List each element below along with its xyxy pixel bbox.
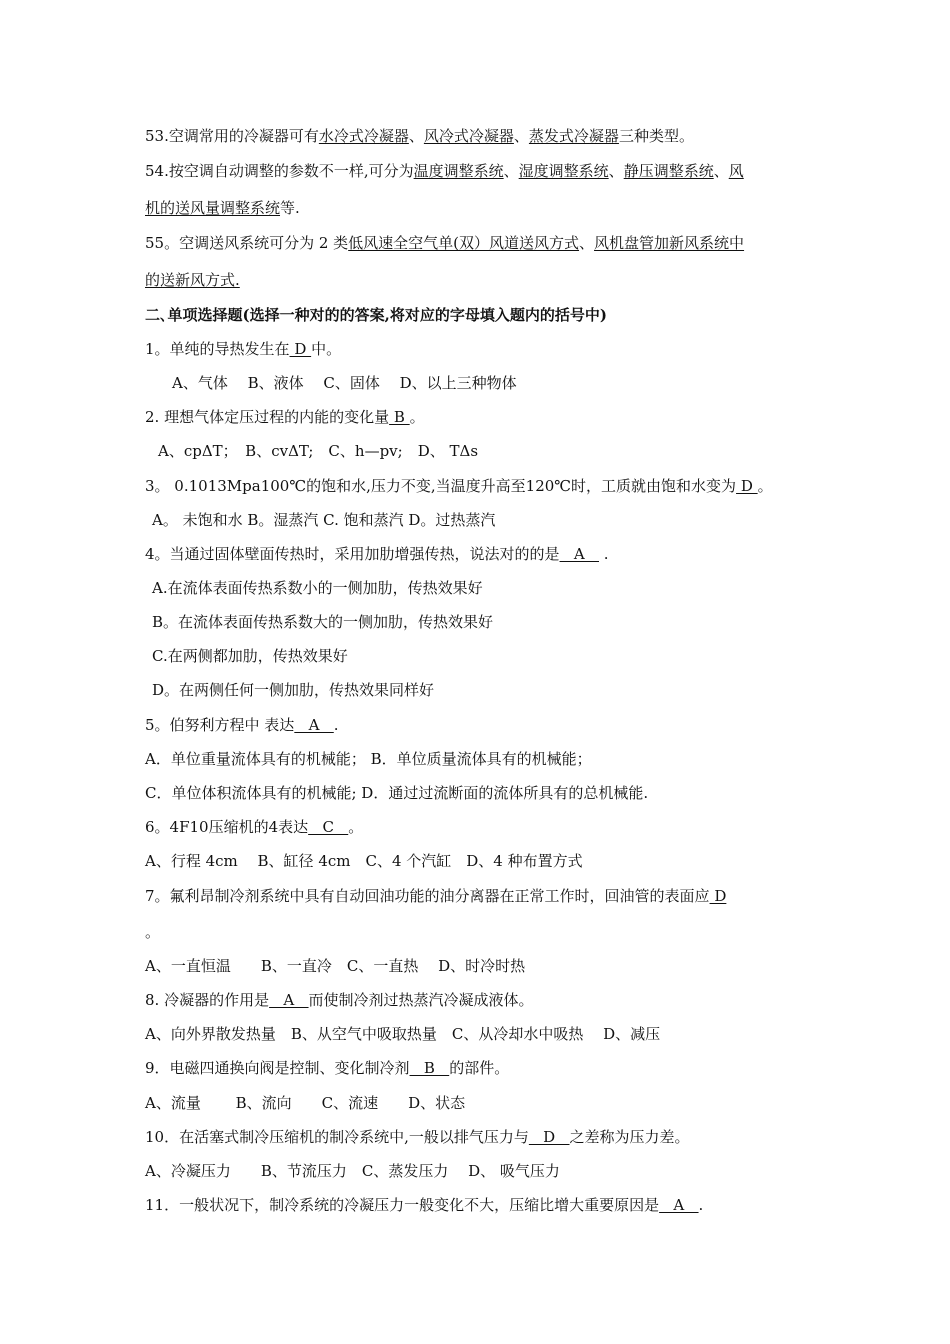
question-7 xyxy=(145,886,726,906)
q6-suffix: 。 xyxy=(348,818,364,836)
question-9 xyxy=(145,1058,509,1078)
q10-answer: D xyxy=(528,1128,570,1146)
q9-options: A、流量 B、流向 C、流速 D、状态 xyxy=(145,1094,466,1112)
q53-suffix: 三种类型。 xyxy=(618,127,694,145)
q5-options-2: C．单位体积流体具有的机械能; D．通过过流断面的流体所具有的总机械能. xyxy=(145,784,649,802)
q10-suffix: 之差称为压力差。 xyxy=(569,1128,690,1146)
q4-option-b: B。在流体表面传热系数大的一侧加肋，传热效果好 xyxy=(152,613,494,631)
q53-sep-2: 、 xyxy=(513,127,529,145)
q11-text: 11．一般状况下，制冷系统的冷凝压力一般变化不大，压缩比增大重要原因是 xyxy=(145,1196,660,1214)
q53-sep-1: 、 xyxy=(408,127,424,145)
q8-options: A、向外界散发热量 B、从空气中吸取热量 C、从冷却水中吸热 D、减压 xyxy=(145,1025,661,1043)
q55-answer-1: 低风速全空气单(双）风道送风方式 xyxy=(348,234,580,252)
q1-options: A、气体 B、液体 C、固体 D、以上三种物体 xyxy=(172,374,517,392)
q3-suffix: 。 xyxy=(757,477,773,495)
question-2 xyxy=(145,407,425,427)
q6-options: A、行程 4cm B、缸径 4cm C、4 个汽缸 D、4 种布置方式 xyxy=(145,852,583,870)
q10-options: A、冷凝压力 B、节流压力 C、蒸发压力 D、 吸气压力 xyxy=(145,1162,560,1180)
question-54 xyxy=(145,161,744,181)
question-8 xyxy=(145,990,534,1010)
q1-suffix: 中。 xyxy=(311,340,342,358)
q5-suffix: . xyxy=(333,716,339,734)
q54-answer-3: 静压调整系统 xyxy=(623,162,714,180)
q9-answer: B xyxy=(409,1059,450,1077)
q5-text: 5。伯努利方程中 表达 xyxy=(145,716,295,734)
q2-suffix: 。 xyxy=(409,408,425,426)
q7-options: A、一直恒温 B、一直冷 C、一直热 D、时冷时热 xyxy=(145,957,526,975)
q55-sep-1: 、 xyxy=(579,234,595,252)
question-4 xyxy=(145,544,609,564)
q10-text: 10．在活塞式制冷压缩机的制冷系统中,一般以排气压力与 xyxy=(145,1128,529,1146)
question-55-cont xyxy=(145,270,240,290)
question-11 xyxy=(145,1195,703,1215)
question-5 xyxy=(145,715,339,735)
q1-answer: D xyxy=(289,340,312,358)
q8-answer: A xyxy=(269,991,309,1009)
q9-suffix: 的部件。 xyxy=(449,1059,510,1077)
q54-text: 54.按空调自动调整的参数不一样,可分为 xyxy=(145,162,414,180)
q2-text: 2. 理想气体定压过程的内能的变化量 xyxy=(145,408,390,426)
question-53 xyxy=(145,126,694,146)
q54-sep-1: 、 xyxy=(503,162,519,180)
q11-suffix: . xyxy=(698,1196,704,1214)
q7-suffix: 。 xyxy=(145,923,161,941)
q2-answer: B xyxy=(389,408,410,426)
question-6 xyxy=(145,817,363,837)
q8-text: 8. 冷凝器的作用是 xyxy=(145,991,270,1009)
question-54-cont xyxy=(145,198,300,218)
q5-answer: A xyxy=(294,716,334,734)
q53-answer-1: 水冷式冷凝器 xyxy=(318,127,409,145)
q54-answer-2: 湿度调整系统 xyxy=(518,162,609,180)
q54-suffix: 等. xyxy=(280,199,300,217)
q4-suffix: . xyxy=(599,545,609,563)
question-3 xyxy=(145,476,773,496)
q55-text: 55。空调送风系统可分为 2 类 xyxy=(145,234,349,252)
q4-option-d: D。在两侧任何一侧加肋，传热效果同样好 xyxy=(152,681,435,699)
q53-answer-3: 蒸发式冷凝器 xyxy=(528,127,619,145)
q1-text: 1。单纯的导热发生在 xyxy=(145,340,290,358)
q7-text: 7。氟利昂制冷剂系统中具有自动回油功能的油分离器在正常工作时，回油管的表面应 xyxy=(145,887,710,905)
question-55 xyxy=(145,233,744,253)
q53-answer-2: 风冷式冷凝器 xyxy=(423,127,514,145)
q6-answer: C xyxy=(308,818,349,836)
q3-options: A。 未饱和水 B。湿蒸汽 C. 饱和蒸汽 D。过热蒸汽 xyxy=(152,511,496,529)
q4-option-a: A.在流体表面传热系数小的一侧加肋，传热效果好 xyxy=(152,579,483,597)
q53-text: 53.空调常用的冷凝器可有 xyxy=(145,127,319,145)
q3-text: 3。 0.1013Mpa100℃的饱和水,压力不变,当温度升高至120℃时，工质就由饱和水变为 xyxy=(145,477,737,495)
q4-option-c: C.在两侧都加肋，传热效果好 xyxy=(152,647,348,665)
q55-answer-2-end: 的送新风方式. xyxy=(145,271,240,289)
q2-options: A、cpΔT； B、cvΔT; C、h—pv; D、 TΔs xyxy=(158,442,479,460)
section-heading: 二､单项选择题(选择一种对的的答案,将对应的字母填入题内的括号中) xyxy=(145,306,607,324)
q7-answer: D xyxy=(709,887,727,905)
q4-answer: A xyxy=(559,545,599,563)
q9-text: 9．电磁四通换向阀是控制、变化制冷剂 xyxy=(145,1059,410,1077)
q8-suffix: 而使制冷剂过热蒸汽冷凝成液体。 xyxy=(308,991,534,1009)
q3-answer: D xyxy=(736,477,758,495)
q54-sep-2: 、 xyxy=(608,162,624,180)
q4-text: 4。当通过固体壁面传热时，采用加肋增强传热，说法对的的是 xyxy=(145,545,560,563)
q54-answer-1: 温度调整系统 xyxy=(413,162,504,180)
q54-answer-4-start: 风 xyxy=(728,162,744,180)
question-10 xyxy=(145,1127,690,1147)
q55-answer-2-start: 风机盘管加新风系统中 xyxy=(594,234,745,252)
q5-options-1: A．单位重量流体具有的机械能； B．单位质量流体具有的机械能； xyxy=(145,750,592,768)
q54-answer-4-end: 机的送风量调整系统 xyxy=(145,199,281,217)
q11-answer: A xyxy=(659,1196,699,1214)
q54-sep-3: 、 xyxy=(713,162,729,180)
q6-text: 6。4F10压缩机的4表达 xyxy=(145,818,309,836)
question-1 xyxy=(145,339,341,359)
